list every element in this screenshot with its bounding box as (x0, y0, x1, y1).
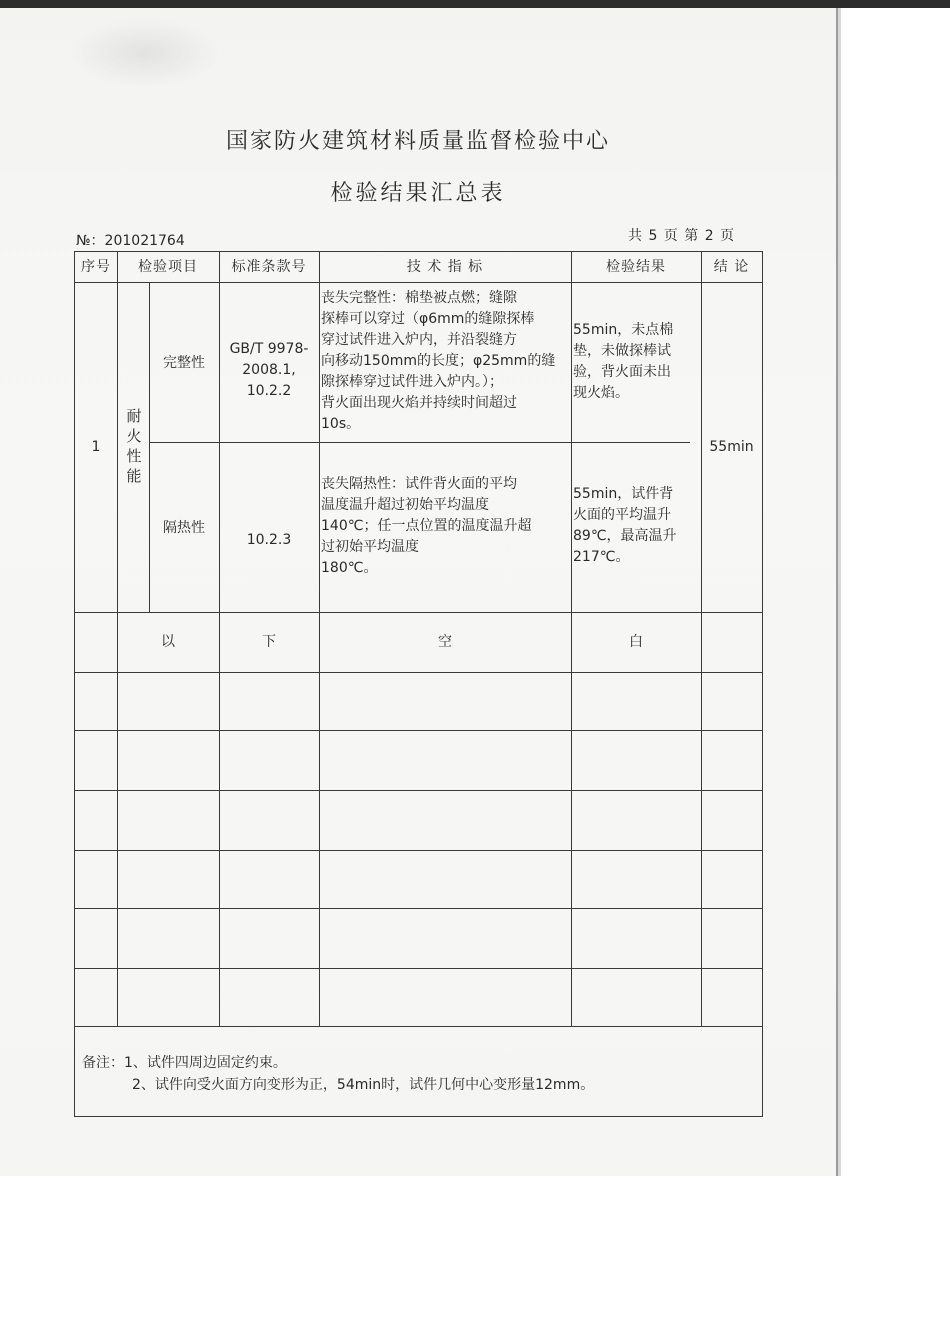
form-title: 检验结果汇总表 (330, 181, 506, 206)
insulation-result: 55min，试件背 火面的平均温升 89℃，最高温升 217℃。 (573, 486, 677, 565)
insulation-item: 隔热性 (163, 520, 205, 536)
row-divider (75, 850, 762, 851)
blank-marker: 下 (262, 634, 276, 650)
report-number: №：201021764 (76, 233, 185, 249)
insulation-clause: 10.2.3 (246, 532, 292, 548)
row1-conclusion: 55min (709, 439, 754, 455)
document-page (0, 8, 836, 1176)
remarks (82, 1052, 594, 1096)
row-divider (75, 282, 762, 283)
remark-line-1: 备注：1、试件四周边固定约束。 (82, 1055, 287, 1071)
integrity-requirement: 丧失完整性：棉垫被点燃；缝隙 探棒可以穿过（φ6mm的缝隙探棒 穿过试件进入炉内，并沿裂缝方 向移动150mm的长度；φ25mm的缝 隙探棒穿过试件进入炉内。）； 背火面出现火焰并持续时间超过 10s。 (321, 290, 556, 432)
remark-line-2: 2、试件向受火面方向变形为正，54min时，试件几何中心变形量12mm。 (132, 1077, 595, 1093)
row-divider (75, 672, 762, 673)
column-divider (149, 282, 150, 612)
header-conclusion: 结 论 (713, 259, 750, 275)
page-info: 共 5 页 第 2 页 (628, 228, 736, 244)
row-divider (75, 1026, 762, 1027)
insulation-requirement: 丧失隔热性：试件背火面的平均 温度温升超过初始平均温度 140℃；任一点位置的温度温升超 过初始平均温度 180℃。 (321, 476, 532, 576)
row-divider (75, 730, 762, 731)
header-result: 检验结果 (606, 259, 666, 275)
row-divider (75, 908, 762, 909)
integrity-item: 完整性 (163, 355, 205, 371)
row1-seq: 1 (91, 439, 101, 455)
integrity-result: 55min，未点棉 垫，未做探棒试 验，背火面未出 现火焰。 (573, 322, 674, 401)
integrity-clause: GB/T 9978- 2008.1, 10.2.2 (229, 340, 309, 399)
blank-marker: 以 (161, 634, 175, 650)
row-divider (75, 790, 762, 791)
scan-border (0, 0, 950, 8)
header-item: 检验项目 (138, 259, 198, 275)
results-table (74, 251, 763, 1117)
center-name: 国家防火建筑材料质量监督检验中心 (225, 129, 610, 154)
blank-marker: 空 (438, 634, 452, 650)
row1-category: 耐火性能 (126, 407, 142, 485)
header-seq: 序号 (81, 259, 111, 275)
row-divider (149, 442, 690, 443)
header-requirement: 技 术 指 标 (406, 259, 484, 275)
blank-marker: 白 (629, 634, 643, 650)
row-divider (75, 968, 762, 969)
header-clause: 标准条款号 (231, 259, 307, 275)
